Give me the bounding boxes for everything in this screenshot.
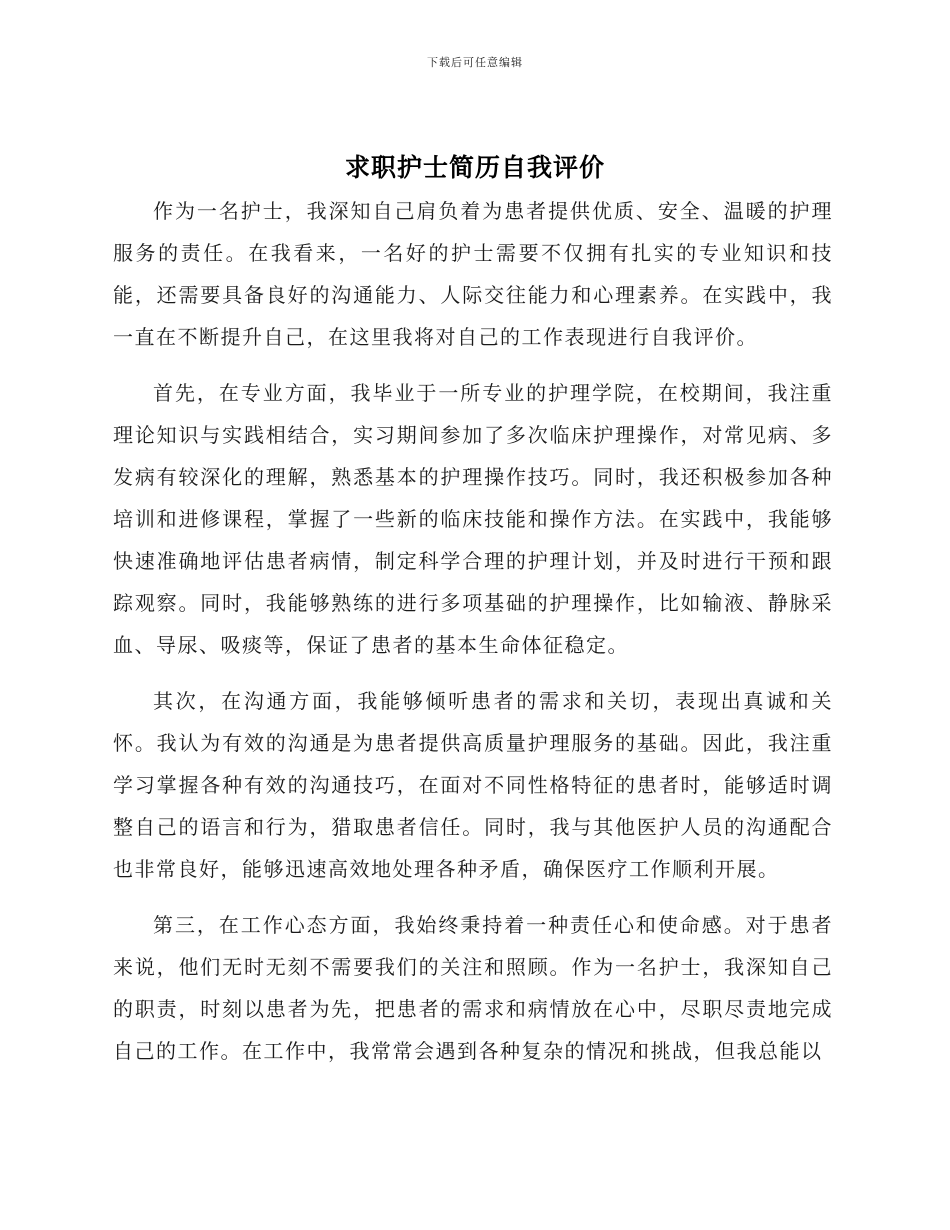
paragraph-communication: 其次，在沟通方面，我能够倾听患者的需求和关切，表现出真诚和关怀。我认为有效的沟通是为患者提供高质量护理服务的基础。因此，我注重学习掌握各种有效的沟通技巧，在面对不同性格特征的患者时，能够适时调整自己的语言和行为，猎取患者信任。同时，我与其他医护人员的沟通配合也非常良好，能够迅速高效地处理各种矛盾，确保医疗工作顺利开展。 [113, 689, 833, 881]
paragraph-intro: 作为一名护士，我深知自己肩负着为患者提供优质、安全、温暖的护理服务的责任。在我看来，一名好的护士需要不仅拥有扎实的专业知识和技能，还需要具备良好的沟通能力、人际交往能力和心理素养。在实践中，我一直在不断提升自己，在这里我将对自己的工作表现进行自我评价。 [113, 199, 833, 349]
page-header-note: 下载后可任意编辑 [427, 56, 523, 69]
paragraph-attitude: 第三，在工作心态方面，我始终秉持着一种责任心和使命感。对于患者来说，他们无时无刻不需要我们的关注和照顾。作为一名护士，我深知自己的职责，时刻以患者为先，把患者的需求和病情放在心中，尽职尽责地完成自己的工作。在工作中，我常常会遇到各种复杂的情况和挑战，但我总能以 [113, 913, 833, 1063]
document-body [113, 190, 833, 1086]
document-title: 求职护士简历自我评价 [344, 153, 605, 182]
paragraph-professional: 首先，在专业方面，我毕业于一所专业的护理学院，在校期间，我注重理论知识与实践相结合，实习期间参加了多次临床护理操作，对常见病、多发病有较深化的理解，熟悉基本的护理操作技巧。同时，我还积极参加各种培训和进修课程，掌握了一些新的临床技能和操作方法。在实践中，我能够快速准确地评估患者病情，制定科学合理的护理计划，并及时进行干预和跟踪观察。同时，我能够熟练的进行多项基础的护理操作，比如输液、静脉采血、导尿、吸痰等，保证了患者的基本生命体征稳定。 [113, 381, 833, 657]
